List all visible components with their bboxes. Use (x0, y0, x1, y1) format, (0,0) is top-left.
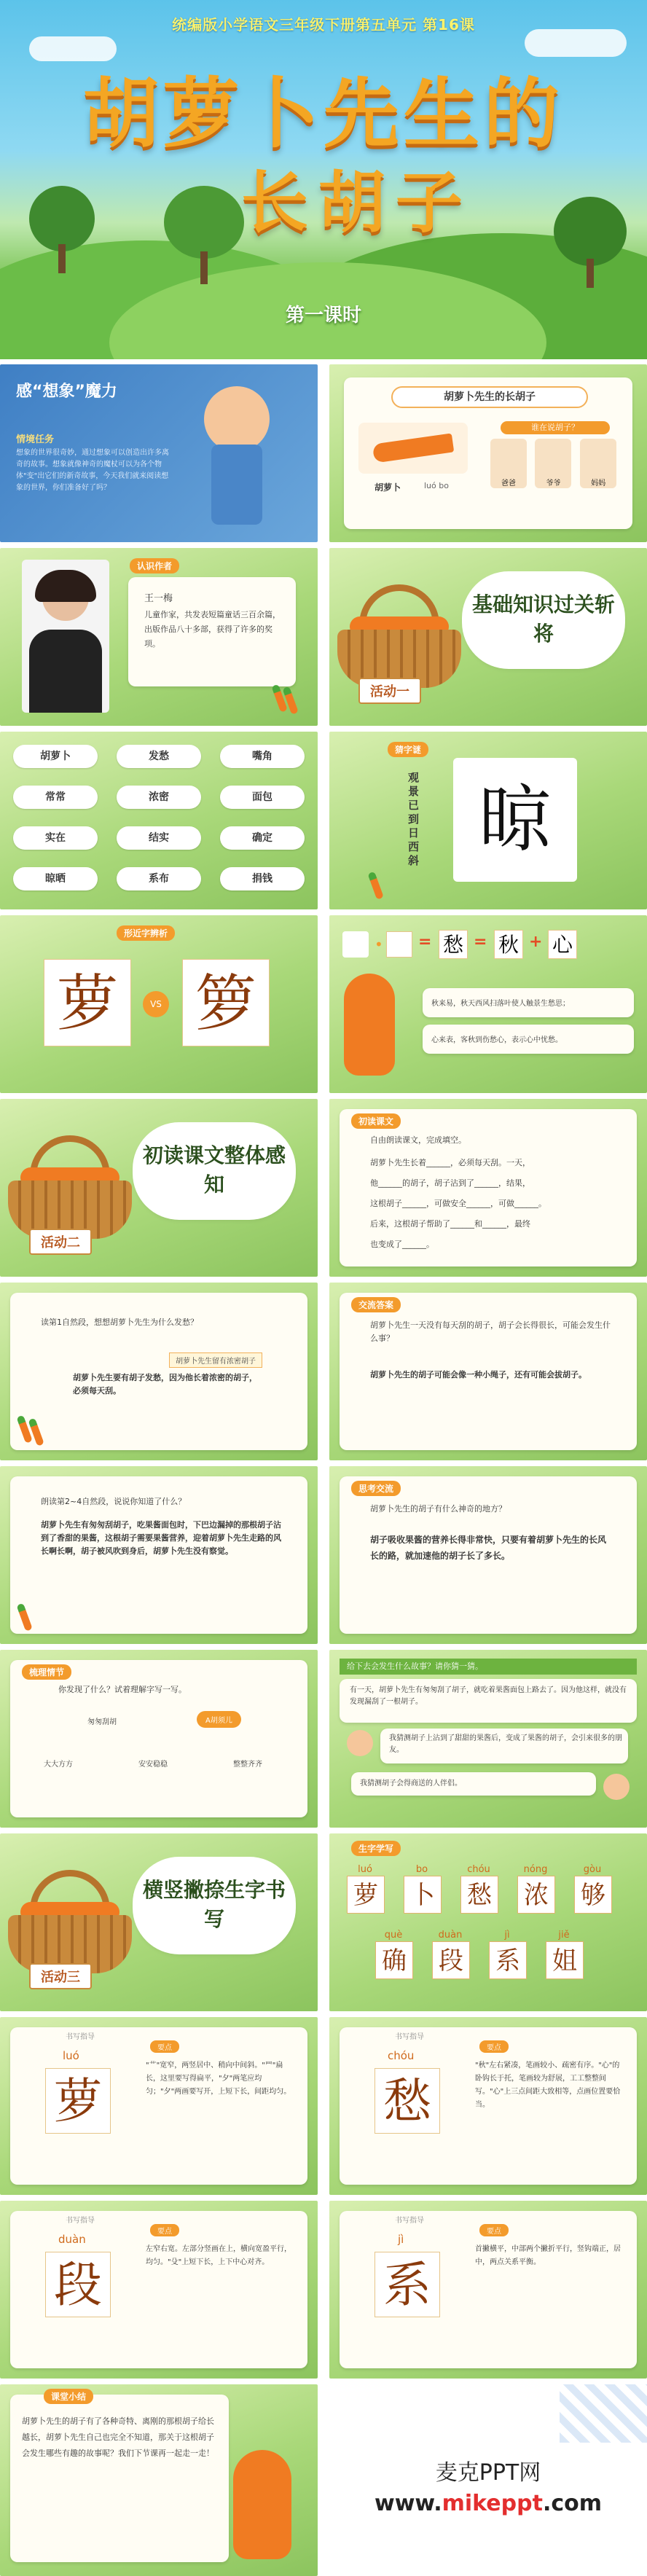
write-text: "艹"宽窄，两竖居中、稍向中间斜。"罒"扁长，这里要写得扁平，"夕"两笔应均匀；"夕"两画要写开，上短下长，间距均匀。 (146, 2062, 291, 2096)
map-item: 匆匆刮胡 (87, 1718, 117, 1726)
slide-write-ji (329, 2201, 647, 2379)
carrot-picture (358, 423, 468, 474)
write-title: 要点 (150, 2224, 179, 2236)
slide-shape (0, 915, 318, 1093)
activity-bubble: 基础知识过关斩将 (465, 574, 622, 666)
avatar (603, 1774, 630, 1800)
dot-symbol: • (375, 936, 383, 953)
guess-tag: 猜字谜 (388, 742, 428, 757)
write-tag: 书写指导 (395, 2033, 424, 2041)
dialog-line1: 有一天，胡萝卜先生有匆匆刮了胡子，就吃着果酱面包上路去了。因为他这样，就没有发现漏刮了一根胡子。 (350, 1686, 627, 1706)
write-title: 要点 (479, 2224, 509, 2236)
word-card: 面包 (220, 786, 305, 809)
cover-subtitle: 统编版小学语文三年级下册第五单元 第16课 (172, 16, 475, 34)
persons-row (486, 439, 621, 497)
slide-heading: 感“想象”魔力 (16, 383, 117, 401)
q4-answer: 胡子吸收果酱的营养长得非常快，只要有着胡萝卜先生的长风长的路，就加速他的胡子长了多长。 (370, 1535, 607, 1561)
tree-trunk (200, 251, 208, 284)
char-pinyin: duàn (438, 1930, 463, 1941)
slide-write-duan (0, 2201, 318, 2379)
word-card: 嘴角 (220, 745, 305, 768)
char-box: 萝 (347, 1876, 385, 1914)
watermark-panel (329, 2384, 647, 2576)
char-pinyin: jiě (558, 1930, 570, 1941)
slide-summary (0, 2384, 318, 2576)
activity-label: 活动一 (358, 678, 421, 704)
activity-bubble: 初读课文整体感知 (136, 1125, 293, 1217)
carrot-character (233, 2450, 291, 2559)
url-suffix: .com (542, 2491, 602, 2516)
slide-chars (329, 1833, 647, 2011)
slide-q1 (0, 1283, 318, 1460)
char-pinyin: luó (358, 1864, 372, 1875)
boy-illustration (204, 386, 270, 452)
q1-prompt: 读第1自然段，想想胡萝卜先生为什么发愁？ (41, 1318, 198, 1327)
word-card: 常常 (13, 786, 98, 809)
char-a: 萝 (44, 959, 131, 1046)
author-photo (22, 560, 109, 713)
write-pinyin: chóu (388, 2049, 415, 2062)
q3-answer: 胡萝卜先生有匆匆刮胡子，吃果酱面包时，下巴边漏掉的那根胡子沾到了香甜的果酱，这根胡子需要果酱营养，迎着胡萝卜先生走路的风长啊长啊，胡子被风吹到身后，胡萝卜先生没有察觉。 (41, 1520, 281, 1556)
reading-line: 胡萝卜先生长着______，必须每天刮。一天， (370, 1158, 530, 1167)
riddle-answer: 晾 (453, 758, 577, 882)
equals-symbol: = (418, 933, 432, 951)
carrot-caption: 胡萝卜 (375, 482, 401, 493)
char-pinyin: chóu (467, 1864, 490, 1875)
word-card: 晾晒 (13, 867, 98, 890)
slide-reading (329, 1099, 647, 1277)
map-item: 整整齐齐 (233, 1761, 262, 1769)
activity-label: 活动三 (29, 1963, 92, 1989)
slide-dialog (329, 1650, 647, 1828)
q1-answer: 胡萝卜先生要有胡子发愁，因为他长着浓密的胡子，必须每天刮。 (73, 1373, 257, 1395)
write-text: "秋"左右紧凑，笔画较小、疏密有序。"心"的卧钩长于托，笔画较为舒展，工工整整间写。"心"上三点间距大致相等，点画位置要恰当。 (475, 2062, 621, 2109)
carrot-pinyin: luó bo (424, 481, 449, 490)
slide-guess (329, 732, 647, 909)
tree (554, 197, 627, 266)
dialog-line2: 我猜测胡子上沾到了甜甜的果酱后，变成了果酱的胡子，会引来很多的朋友。 (389, 1734, 622, 1754)
reading-line: 后来，这根胡子帮助了______和______，最终 (370, 1219, 530, 1229)
watermark-name: 麦克PPT网 (435, 2460, 541, 2486)
map-item: 安安稳稳 (138, 1761, 168, 1769)
q2-tag: 交流答案 (351, 1297, 401, 1312)
slide-q2 (329, 1283, 647, 1460)
eq-part-a: 秋 (494, 930, 523, 959)
char-pinyin: gòu (583, 1864, 602, 1875)
activity-bubble: 横竖撇捺生字书写 (136, 1860, 293, 1951)
url-prefix: www. (374, 2491, 442, 2516)
eq-char: 愁 (439, 930, 468, 959)
char-pinyin: nóng (523, 1864, 548, 1875)
slide-chou (329, 915, 647, 1093)
write-text: 左窄右宽。左部分竖画在上，横向宽盈平行，均匀。"殳"上短下长，上下中心对齐。 (146, 2245, 291, 2266)
cover-slide (0, 0, 647, 359)
slide-map (0, 1650, 318, 1828)
word-card: 发愁 (117, 745, 201, 768)
word-card: 捐钱 (220, 867, 305, 890)
chou-line2: 心来表，客秋到伤愁心，表示心中忧愁。 (431, 1036, 562, 1044)
char-box: 卜 (404, 1876, 442, 1914)
slide-write-luo (0, 2017, 318, 2195)
carrot-icon (284, 692, 299, 715)
q2-answer: 胡萝卜先生的胡子可能会像一种小绳子，还有可能会拔胡子。 (370, 1370, 587, 1379)
tree (29, 186, 95, 251)
person-card: 爷爷 (535, 439, 571, 488)
riddle-text: 观景已到日西斜 (408, 771, 420, 867)
slide-activity2 (0, 1099, 318, 1277)
word-card: 浓密 (117, 786, 201, 809)
char-box: 姐 (546, 1941, 584, 1979)
author-text: 儿童作家，共发表短篇童话三百余篇，出版作品八十多部，获得了许多的奖项。 (144, 610, 281, 649)
write-pinyin: jì (398, 2233, 404, 2246)
char-b: 箩 (182, 959, 270, 1046)
equals-symbol: = (474, 933, 487, 951)
write-text: 首撇横平，中部两个撇折平行，竖钩端正，居中，两点关系平衡。 (475, 2245, 621, 2266)
reading-instruction: 自由朗读课文，完成填空。 (370, 1135, 466, 1145)
write-pinyin: duàn (58, 2233, 86, 2246)
q4-tag: 思考交流 (351, 1481, 401, 1496)
write-pinyin: luó (63, 2049, 79, 2062)
reading-line: 这根胡子______，可做安全______，可做______。 (370, 1199, 546, 1208)
slide-author (0, 548, 318, 726)
dialog-line3: 我猜测胡子会得商送的人伴侣。 (360, 1780, 462, 1788)
shape-tag: 形近字辨析 (117, 925, 175, 941)
write-char: 系 (375, 2252, 440, 2317)
author-name: 王一梅 (144, 593, 173, 604)
char-pinyin: bo (415, 1864, 428, 1875)
word-card: 结实 (117, 826, 201, 850)
vs-badge: VS (143, 991, 169, 1017)
write-tag: 书写指导 (66, 2217, 95, 2225)
plus-symbol: + (529, 933, 543, 951)
slide-words (0, 732, 318, 909)
word-card: 确定 (220, 826, 305, 850)
boy-body (211, 445, 262, 525)
slide-title-card (329, 364, 647, 542)
watermark-url[interactable] (329, 2491, 647, 2516)
write-char: 萝 (45, 2068, 111, 2134)
word-card: 系布 (117, 867, 201, 890)
map-prompt: 你发现了什么？试着理解字写一写。 (58, 1685, 187, 1694)
q4-prompt: 胡萝卜先生的胡子有什么神奇的地方？ (370, 1504, 506, 1514)
write-tag: 书写指导 (395, 2217, 424, 2225)
slide-activity1 (329, 548, 647, 726)
char-box: 浓 (517, 1876, 555, 1914)
title-banner: 胡萝卜先生的长胡子 (391, 386, 588, 408)
write-title: 要点 (150, 2040, 179, 2053)
activity-label: 活动二 (29, 1229, 92, 1255)
char-box: 系 (489, 1941, 527, 1979)
q1-note: 胡萝卜先生留有浓密胡子 (169, 1352, 262, 1368)
person-card: 妈妈 (580, 439, 616, 488)
seasons-icon (342, 931, 369, 958)
write-title: 要点 (479, 2040, 509, 2053)
eq-part-b: 心 (548, 930, 577, 959)
write-char: 愁 (375, 2068, 440, 2134)
reading-line: 他______的胡子，胡子沾到了______，结果， (370, 1178, 530, 1188)
avatar (347, 1730, 373, 1756)
char-box: 段 (432, 1941, 470, 1979)
reading-line: 也变成了______。 (370, 1240, 434, 1249)
char-pinyin: jì (504, 1930, 510, 1941)
map-item: 大大方方 (44, 1761, 73, 1769)
char-box: 愁 (460, 1876, 498, 1914)
carrot-icon (369, 877, 384, 900)
char-pinyin: què (384, 1930, 403, 1941)
dialog-banner: 给下去会发生什么故事？请你猜一猜。 (340, 1659, 637, 1675)
decor-pattern (560, 2384, 647, 2443)
q2-prompt: 胡萝卜先生一天没有每天刮的胡子，胡子会长得很长，可能会发生什么事？ (370, 1320, 611, 1343)
person-card: 爸爸 (490, 439, 527, 488)
tree-trunk (587, 259, 594, 288)
word-card: 胡萝卜 (13, 745, 98, 768)
author-tag: 认识作者 (130, 558, 179, 573)
slide-imagine (0, 364, 318, 542)
carrot-character (344, 974, 395, 1076)
tree-trunk (58, 244, 66, 273)
reading-tag: 初读课文 (351, 1113, 401, 1129)
word-card: 实在 (13, 826, 98, 850)
summary-text: 胡萝卜先生的胡子有了各种奇特、离刚的那根胡子给长越长，胡萝卜先生自己也完全不知道，那关于这根胡子会发生哪些有趣的故事呢？我们下节课再一起走一走！ (22, 2416, 214, 2458)
cover-title-line2: 长胡子 (240, 163, 473, 242)
summary-tag: 课堂小结 (44, 2389, 93, 2404)
slide-q3 (0, 1466, 318, 1644)
slide-activity3 (0, 1833, 318, 2011)
eq-image-box (386, 931, 412, 958)
map-end: A胡须儿 (197, 1711, 241, 1728)
slide-write-chou (329, 2017, 647, 2195)
write-char: 段 (45, 2252, 111, 2317)
map-tag: 梳理情节 (22, 1664, 71, 1680)
chars-tag: 生字学写 (351, 1841, 401, 1856)
char-box: 确 (375, 1941, 413, 1979)
cover-lesson: 第一课时 (285, 305, 361, 326)
url-brand: mikeppt (442, 2491, 543, 2516)
slide-q4 (329, 1466, 647, 1644)
char-box: 够 (574, 1876, 612, 1914)
task-text: 想象的世界很奇妙，通过想象可以创造出许多离奇的故事。想象就像神奇的魔杖可以为各个物体"变"出它们的新奇故事，今天我们就来阅读想象的世界，你们准备好了吗？ (16, 449, 169, 492)
q3-prompt: 朗读第2~4自然段，说说你知道了什么？ (41, 1497, 187, 1506)
question-tag: 谁在说胡子？ (501, 421, 610, 434)
write-tag: 书写指导 (66, 2033, 95, 2041)
cover-title-line1: 胡萝卜先生的 (82, 68, 564, 158)
task-title: 情境任务 (16, 434, 55, 445)
chou-line1: 秋来易，秋天西风扫落叶使人触景生愁思； (431, 1000, 570, 1008)
